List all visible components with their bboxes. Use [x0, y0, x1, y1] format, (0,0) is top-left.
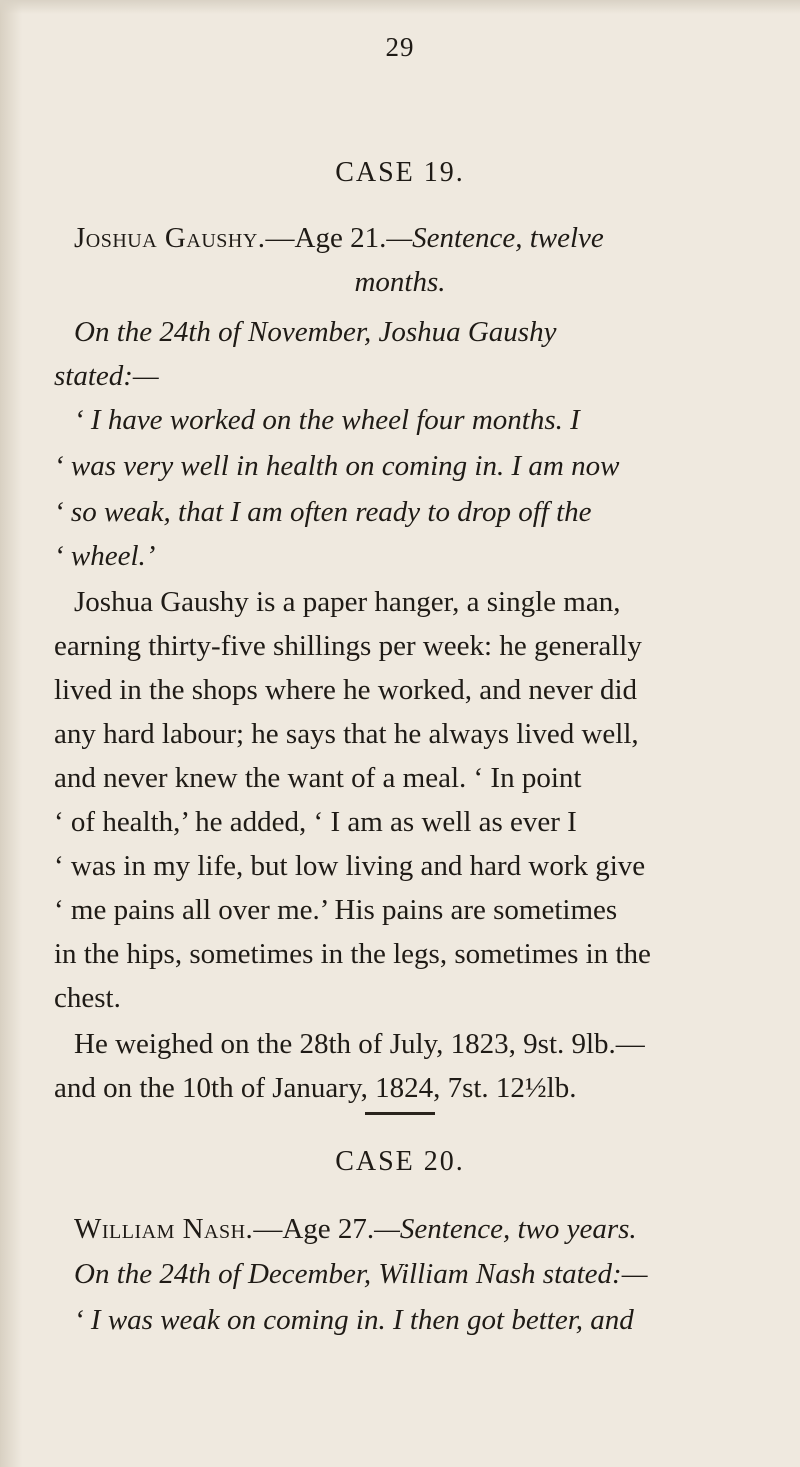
case-19-quote-line	[74, 400, 764, 440]
case-20-intro	[74, 1254, 764, 1294]
case-19-quote-line	[54, 536, 744, 576]
case-19-intro-continued	[54, 356, 744, 396]
case-19-sentence: —Sentence, twelve	[386, 222, 604, 254]
case-19-title-continued	[0, 262, 800, 302]
case-19-weight-line: and on the 10th of January, 1824, 7st. 12½lb.	[54, 1072, 577, 1104]
case-20-title-line	[74, 1209, 764, 1249]
case-19-quote-text: ‘ I have worked on the wheel four months. I	[74, 404, 580, 436]
case-19-body-line: and never knew the want of a meal. ‘ In point	[54, 762, 582, 794]
case-19-intro	[74, 312, 764, 352]
case-19-body-line: ‘ of health,’ he added, ‘ I am as well as ever I	[54, 806, 577, 838]
page-top-shadow	[0, 0, 800, 14]
case-19-title-line	[74, 218, 764, 258]
case-20-quote-line	[74, 1300, 764, 1340]
page-edge-shadow	[0, 0, 22, 1467]
case-19-quote-line	[54, 446, 744, 486]
case-19-quote-text: ‘ so weak, that I am often ready to drop off the	[54, 496, 592, 528]
case-19-body-line: chest.	[54, 982, 121, 1014]
case-19-name: Joshua Gaushy.	[74, 222, 266, 254]
case-19-intro-text-continued: stated:—	[54, 360, 159, 392]
case-19-quote-line	[54, 492, 744, 532]
case-19-body-line: ‘ me pains all over me.’ His pains are sometimes	[54, 894, 618, 926]
case-20-name: William Nash.	[74, 1213, 254, 1245]
section-divider	[365, 1112, 435, 1115]
case-20-sentence: —Sentence, two years.	[374, 1213, 637, 1245]
page-number: 29	[385, 32, 415, 62]
case-19-heading: CASE 19.	[335, 157, 465, 188]
case-20-quote-text: ‘ I was weak on coming in. I then got better, and	[74, 1304, 634, 1336]
case-20-age: —Age 27.	[253, 1213, 375, 1245]
case-19-body-line: lived in the shops where he worked, and never did	[54, 674, 638, 706]
case-19-body-line: ‘ was in my life, but low living and hard work give	[54, 850, 646, 882]
case-19-sentence-continued: months.	[354, 266, 446, 298]
case-19-body-line: in the hips, sometimes in the legs, sometimes in the	[54, 938, 651, 970]
case-20-heading: CASE 20.	[335, 1146, 465, 1177]
case-19-weight-line: He weighed on the 28th of July, 1823, 9st. 9lb.—	[74, 1028, 645, 1060]
case-19-body-line: any hard labour; he says that he always lived well,	[54, 718, 639, 750]
case-20-intro-text: On the 24th of December, William Nash stated:—	[74, 1258, 648, 1290]
case-19-quote-text: ‘ was very well in health on coming in. I am now	[54, 450, 620, 482]
case-19-body-line: earning thirty-five shillings per week: he generally	[54, 630, 642, 662]
case-19-intro-text: On the 24th of November, Joshua Gaushy	[74, 316, 557, 348]
case-19-quote-text: ‘ wheel.’	[54, 540, 156, 572]
case-19-age: —Age 21.	[265, 222, 387, 254]
case-19-body-line: Joshua Gaushy is a paper hanger, a single man,	[74, 586, 621, 618]
